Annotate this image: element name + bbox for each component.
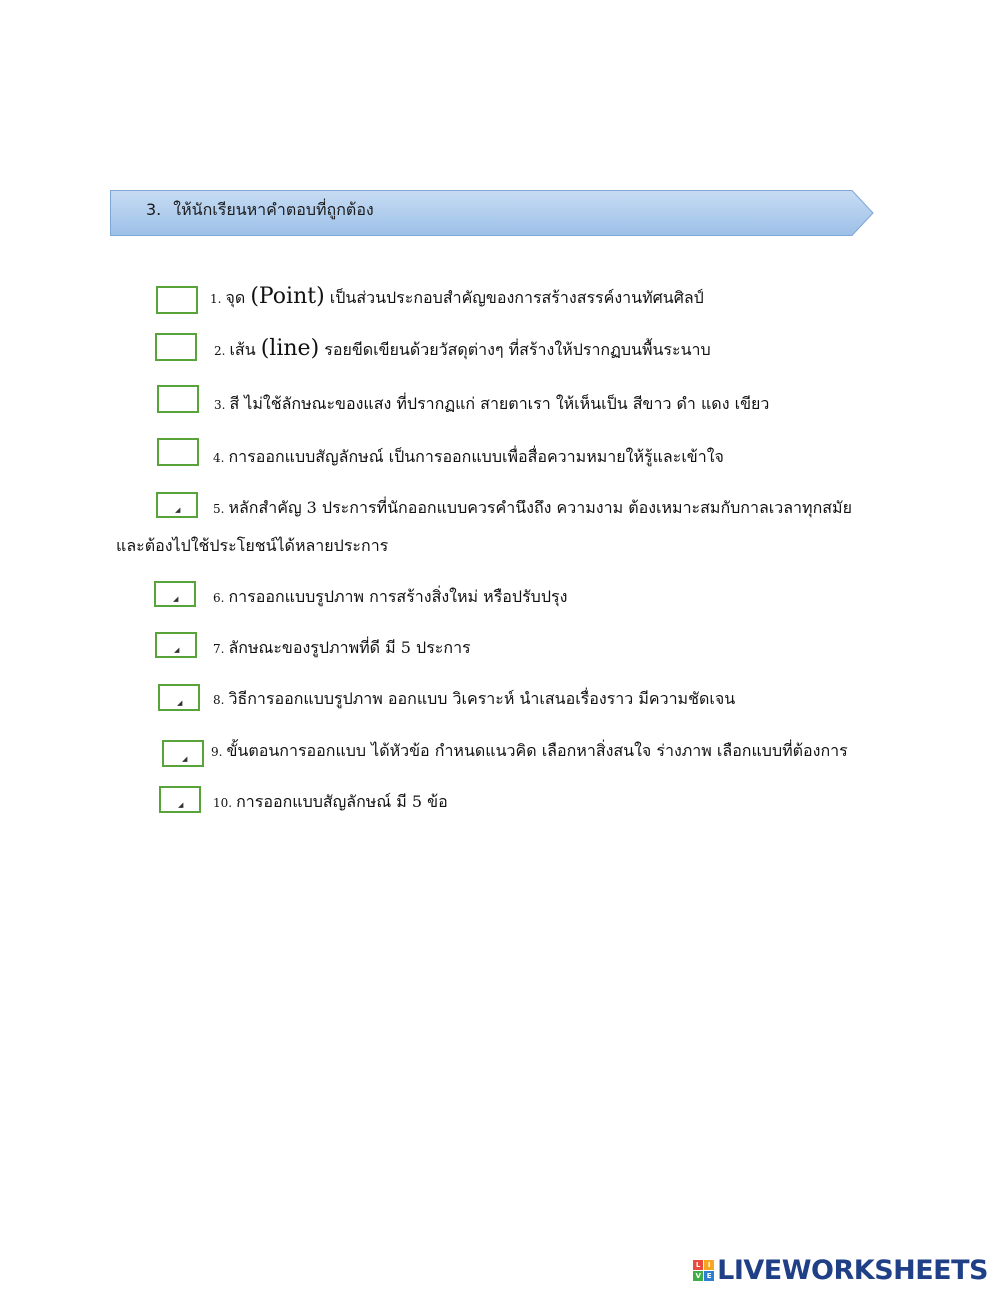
logo-letter: I [704, 1260, 714, 1270]
statement-1 [210, 284, 704, 309]
statement-number: 5. [213, 502, 225, 516]
statement-7 [213, 638, 471, 659]
statement-text: การออกแบบสัญลักษณ์ เป็นการออกแบบเพื่อสื่อความหมายให้รู้และเข้าใจ [228, 447, 724, 466]
question-number: 3. [146, 200, 162, 219]
statement-text: หลักสำคัญ 3 ประการที่นักออกแบบควรคำนึงถึง ความงาม ต้องเหมาะสมกับกาลเวลาทุกสมัย [228, 498, 852, 517]
answer-box-7[interactable] [155, 632, 197, 658]
answer-box-3[interactable] [157, 385, 199, 413]
statement-number: 2. [214, 344, 226, 358]
statement-number: 4. [213, 451, 225, 465]
statement-text: การออกแบบสัญลักษณ์ มี 5 ข้อ [236, 792, 448, 811]
answer-marker-icon: ◢ [175, 506, 181, 514]
answer-box-6[interactable] [154, 581, 196, 607]
statement-3 [214, 394, 769, 415]
answer-marker-icon: ◢ [178, 801, 184, 809]
logo-letter: V [693, 1271, 703, 1281]
answer-marker-icon: ◢ [182, 755, 188, 763]
statement-number: 3. [214, 398, 226, 412]
statement-number: 9. [211, 745, 223, 759]
answer-marker-icon: ◢ [174, 646, 180, 654]
answer-marker-icon: ◢ [177, 699, 183, 707]
statement-keyword: (Point) [250, 284, 325, 309]
statement-5 [213, 498, 852, 519]
statement-4 [213, 447, 724, 468]
question-header-text [146, 190, 374, 236]
statement-5-continuation: และต้องไปใช้ประโยชน์ได้หลายประการ [116, 536, 389, 555]
answer-box-8[interactable] [158, 684, 200, 711]
answer-box-10[interactable] [159, 786, 201, 813]
answer-marker-icon: ◢ [173, 595, 179, 603]
statement-9 [211, 741, 848, 762]
answer-box-9[interactable] [162, 740, 204, 767]
statement-text: สี ไม่ใช้ลักษณะของแสง ที่ปรากฏแก่ สายตาเรา ให้เห็นเป็น สีขาว ดำ แดง เขียว [229, 394, 770, 413]
statement-text: การออกแบบรูปภาพ การสร้างสิ่งใหม่ หรือปรับปรุง [228, 587, 568, 606]
logo-text: LIVEWORKSHEETS [717, 1254, 988, 1286]
statement-8 [213, 689, 735, 710]
statement-keyword: (line) [260, 336, 320, 361]
logo-letter: L [693, 1260, 703, 1270]
liveworksheets-logo [693, 1254, 988, 1286]
statement-number: 8. [213, 693, 225, 707]
statement-10 [213, 792, 448, 813]
answer-box-4[interactable] [157, 438, 199, 466]
statement-number: 7. [213, 642, 225, 656]
question-instruction: ให้นักเรียนหาคำตอบที่ถูกต้อง [173, 200, 374, 219]
statement-6 [213, 587, 567, 608]
statement-text: เป็นส่วนประกอบสำคัญของการสร้างสรรค์งานทัศนศิลป์ [324, 288, 704, 307]
statement-number: 6. [213, 591, 225, 605]
statement-2 [214, 336, 711, 361]
answer-box-2[interactable] [155, 333, 197, 361]
statement-text: จุด [225, 288, 251, 307]
answer-box-5[interactable] [156, 492, 198, 518]
statement-number: 1. [210, 292, 222, 306]
answer-box-1[interactable] [156, 286, 198, 314]
question-header-banner [110, 190, 874, 236]
statement-text: วิธีการออกแบบรูปภาพ ออกแบบ วิเคราะห์ นำเสนอเรื่องราว มีความชัดเจน [228, 689, 736, 708]
logo-mark-icon [693, 1260, 714, 1281]
statement-text: ขั้นตอนการออกแบบ ได้หัวข้อ กำหนดแนวคิด เลือกหาสิ่งสนใจ ร่างภาพ เลือกแบบที่ต้องการ [226, 741, 848, 760]
statement-number: 10. [213, 796, 233, 810]
statement-text: รอยขีดเขียนด้วยวัสดุต่างๆ ที่สร้างให้ปรากฏบนพื้นระนาบ [319, 340, 711, 359]
statement-text: เส้น [229, 340, 261, 359]
logo-letter: E [704, 1271, 714, 1281]
statement-text: ลักษณะของรูปภาพที่ดี มี 5 ประการ [228, 638, 471, 657]
